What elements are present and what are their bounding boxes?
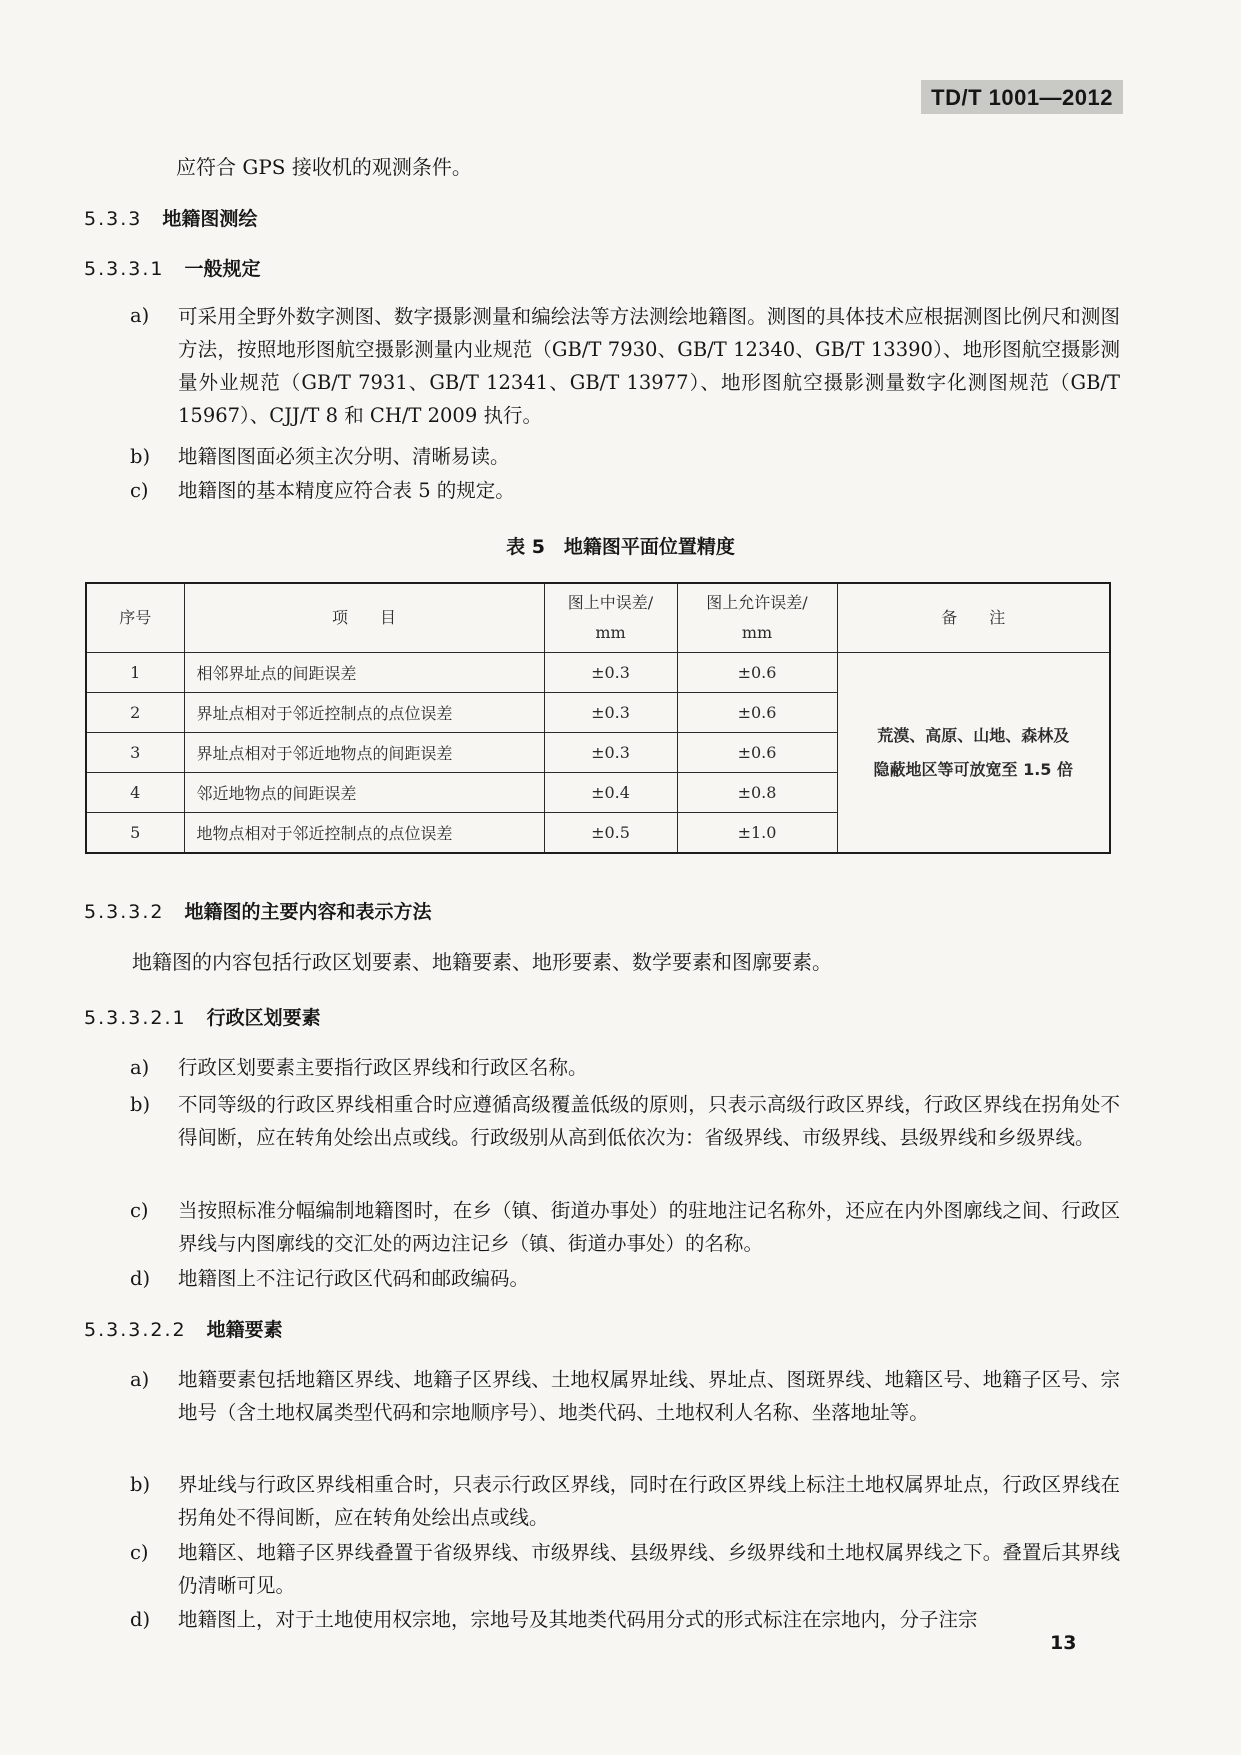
item-text: 不同等级的行政区界线相重合时应遵循高级覆盖低级的原则，只表示高级行政区界线，行政区界线在拐角处不得间断，应在转角处绘出点或线。行政级别从高到低依次为：省级界线、市级界线、县级界线和乡级界线。 — [178, 1093, 1120, 1149]
header-seq: 序号 — [86, 583, 184, 653]
item-text: 地籍图图面必须主次分明、清晰易读。 — [178, 445, 510, 468]
item-marker: b) — [130, 1473, 151, 1496]
heading-number: 5.3.3.1 — [84, 258, 165, 280]
cell-allow: ±0.6 — [677, 653, 837, 693]
heading-5-3-3-2 — [84, 895, 432, 929]
list-item — [130, 441, 1120, 474]
heading-5-3-3-2-2 — [84, 1313, 283, 1347]
cell-mid: ±0.4 — [544, 773, 677, 813]
continuation-text: 应符合 GPS 接收机的观测条件。 — [176, 155, 472, 179]
list-item — [130, 1537, 1120, 1602]
cell-seq: 3 — [86, 733, 184, 773]
item-marker: c) — [130, 1199, 149, 1222]
item-text: 界址线与行政区界线相重合时，只表示行政区界线，同时在行政区界线上标注土地权属界址点，行政区界线在拐角处不得间断，应在转角处绘出点或线。 — [178, 1473, 1120, 1529]
cell-mid: ±0.5 — [544, 813, 677, 854]
heading-title: 地籍图的主要内容和表示方法 — [184, 901, 432, 923]
header-item: 项 目 — [184, 583, 544, 653]
list-item — [130, 1469, 1120, 1534]
table-header-row — [86, 583, 1110, 653]
accuracy-table — [85, 582, 1111, 854]
list-item — [130, 1195, 1120, 1260]
cell-seq: 1 — [86, 653, 184, 693]
cell-mid: ±0.3 — [544, 693, 677, 733]
heading-5-3-3 — [84, 202, 257, 236]
cell-allow: ±0.8 — [677, 773, 837, 813]
list-item — [130, 475, 1120, 508]
item-text: 地籍要素包括地籍区界线、地籍子区界线、土地权属界址线、界址点、图斑界线、地籍区号、地籍子区号、宗地号（含土地权属类型代码和宗地顺序号）、地类代码、土地权利人名称、坐落地址等。 — [178, 1368, 1120, 1424]
list-item — [130, 300, 1120, 432]
item-marker: d) — [130, 1267, 151, 1290]
heading-number: 5.3.3.2 — [84, 901, 165, 923]
item-marker: a) — [130, 304, 150, 327]
item-text: 行政区划要素主要指行政区界线和行政区名称。 — [178, 1056, 588, 1079]
list-item — [130, 1263, 1120, 1296]
cell-item: 界址点相对于邻近地物点的间距误差 — [184, 733, 544, 773]
item-text: 当按照标准分幅编制地籍图时，在乡（镇、街道办事处）的驻地注记名称外，还应在内外图廓线之间、行政区界线与内图廓线的交汇处的两边注记乡（镇、街道办事处）的名称。 — [178, 1199, 1120, 1255]
cell-allow: ±1.0 — [677, 813, 837, 854]
header-note: 备 注 — [837, 583, 1110, 653]
cell-item: 地物点相对于邻近控制点的点位误差 — [184, 813, 544, 854]
item-text: 地籍图上，对于土地使用权宗地，宗地号及其地类代码用分式的形式标注在宗地内，分子注宗 — [178, 1608, 978, 1631]
item-marker: c) — [130, 1541, 149, 1564]
heading-5-3-3-2-1 — [84, 1001, 321, 1035]
cell-note: 荒漠、高原、山地、森林及 隐蔽地区等可放宽至 1.5 倍 — [837, 653, 1110, 854]
content-paragraph: 地籍图的内容包括行政区划要素、地籍要素、地形要素、数学要素和图廓要素。 — [132, 950, 832, 974]
item-marker: c) — [130, 479, 149, 502]
heading-title: 一般规定 — [184, 258, 261, 280]
heading-title: 地籍要素 — [206, 1319, 283, 1341]
cell-mid: ±0.3 — [544, 733, 677, 773]
heading-number: 5.3.3.2.1 — [84, 1007, 187, 1029]
table-caption: 表 5 地籍图平面位置精度 — [506, 536, 735, 558]
heading-number: 5.3.3 — [84, 208, 143, 230]
cell-seq: 2 — [86, 693, 184, 733]
list-item — [130, 1364, 1120, 1429]
item-text: 可采用全野外数字测图、数字摄影测量和编绘法等方法测绘地籍图。测图的具体技术应根据测图比例尺和测图方法，按照地形图航空摄影测量内业规范（GB/T 7930、GB/T 12340、GB/T 13390）、地形图航空摄影测量外业规范（GB/T 7931、GB/T 12341、GB/T 13977）、地形图航空摄影测量数字化测图规范（GB/T 15967）、CJJ/T 8 和 CH/T 2009 执行。 — [178, 305, 1120, 427]
cell-item: 邻近地物点的间距误差 — [184, 773, 544, 813]
cell-mid: ±0.3 — [544, 653, 677, 693]
header-mid-error: 图上中误差/ mm — [544, 583, 677, 653]
item-marker: a) — [130, 1056, 150, 1079]
cell-item: 相邻界址点的间距误差 — [184, 653, 544, 693]
item-text: 地籍区、地籍子区界线叠置于省级界线、市级界线、县级界线、乡级界线和土地权属界线之下。叠置后其界线仍清晰可见。 — [178, 1541, 1120, 1597]
item-text: 地籍图的基本精度应符合表 5 的规定。 — [178, 479, 515, 502]
heading-5-3-3-1 — [84, 252, 261, 286]
heading-number: 5.3.3.2.2 — [84, 1319, 187, 1341]
list-item — [130, 1604, 1030, 1637]
item-marker: b) — [130, 445, 151, 468]
cell-item: 界址点相对于邻近控制点的点位误差 — [184, 693, 544, 733]
cell-seq: 4 — [86, 773, 184, 813]
item-text: 地籍图上不注记行政区代码和邮政编码。 — [178, 1267, 530, 1290]
table-row — [86, 653, 1110, 693]
heading-title: 行政区划要素 — [206, 1007, 321, 1029]
page-number: 13 — [1050, 1632, 1077, 1654]
standard-code: TD/T 1001—2012 — [921, 80, 1123, 114]
cell-allow: ±0.6 — [677, 733, 837, 773]
item-marker: b) — [130, 1093, 151, 1116]
list-item — [130, 1052, 1120, 1085]
cell-allow: ±0.6 — [677, 693, 837, 733]
header-allow-error: 图上允许误差/ mm — [677, 583, 837, 653]
item-marker: d) — [130, 1608, 151, 1631]
list-item — [130, 1089, 1120, 1154]
cell-seq: 5 — [86, 813, 184, 854]
heading-title: 地籍图测绘 — [162, 208, 258, 230]
item-marker: a) — [130, 1368, 150, 1391]
